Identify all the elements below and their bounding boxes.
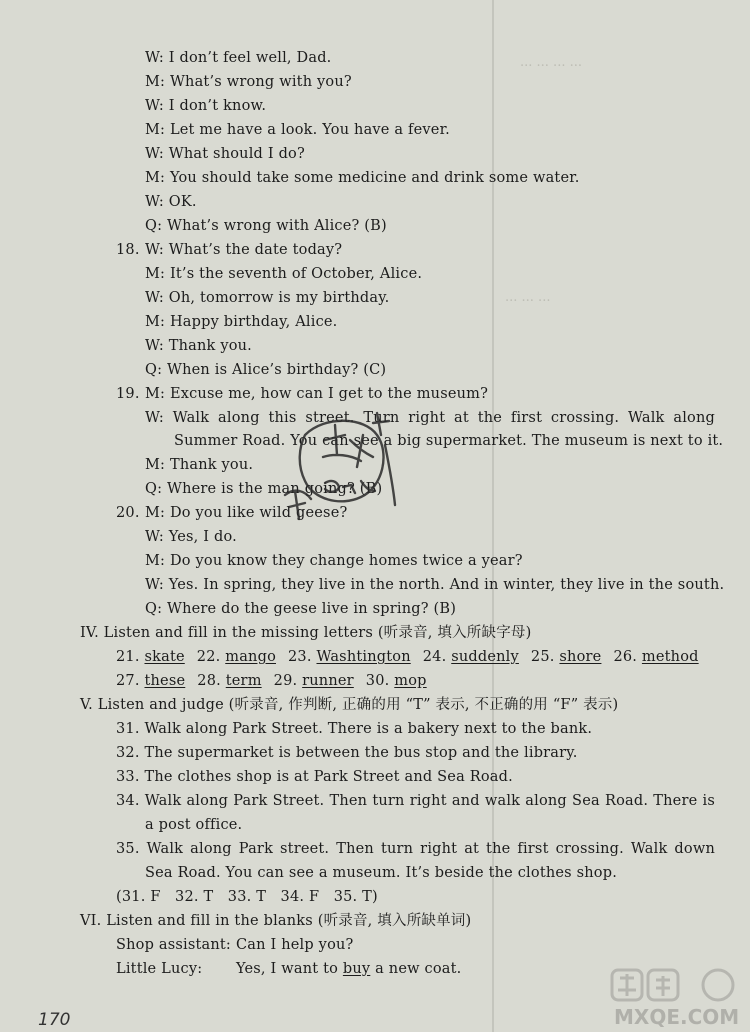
answer-number: 29. (273, 673, 298, 689)
dialogue-line: M: Excuse me, how can I get to the museum? (145, 386, 489, 402)
site-watermark-logo (608, 968, 748, 1030)
judge-statement: 33. The clothes shop is at Park Street and Sea Road. (116, 769, 513, 785)
item-number: 18. (116, 242, 140, 258)
dialogue-line-continued: Summer Road. You can see a big supermarket. The museum is next to it. (174, 433, 724, 449)
dialogue-line: M: Do you like wild geese? (145, 505, 348, 521)
judge-answers: (31. F 32. T 33. T 34. F 35. T) (116, 889, 378, 905)
dialogue-line: W: What’s the date today? (145, 242, 343, 258)
svg-text:MXQE.COM: MXQE.COM (614, 1005, 740, 1029)
answer-number: 30. (365, 673, 390, 689)
dialogue-line: W: Yes, I do. (145, 529, 237, 545)
dialogue-line: W: Oh, tomorrow is my birthday. (145, 290, 390, 306)
answer-word: mango (225, 649, 276, 665)
answer-word: Washtington (316, 649, 411, 665)
dialogue-line: Yes, I want to buy a new coat. (236, 961, 462, 977)
answer-word: suddenly (451, 649, 519, 665)
page-number: 170 (38, 1010, 71, 1030)
answer-word: runner (302, 673, 354, 689)
dialogue-speaker: Little Lucy: (116, 961, 203, 977)
judge-statement-continued: a post office. (145, 817, 243, 833)
dialogue-line: W: What should I do? (145, 146, 305, 162)
dialogue-line: W: Walk along this street. Turn right at the first crossing. Walk along (145, 410, 715, 426)
judge-statement: 34. Walk along Park Street. Then turn right and walk along Sea Road. There is (116, 793, 715, 809)
blank-answer: buy (342, 961, 371, 977)
dialogue-line: Can I help you? (236, 937, 354, 953)
question-line: Q: Where do the geese live in spring? (B) (145, 601, 457, 617)
section-heading-iv: IV. Listen and fill in the missing letters (听录音, 填入所缺字母) (80, 625, 532, 641)
judge-statement: 35. Walk along Park street. Then turn right at the first crossing. Walk down (116, 841, 715, 857)
judge-statement: 31. Walk along Park Street. There is a bakery next to the bank. (116, 721, 593, 737)
dialogue-line: M: You should take some medicine and drink some water. (145, 170, 580, 186)
section-heading-vi: VI. Listen and fill in the blanks (听录音, 填入所缺单词) (80, 913, 472, 929)
question-line: Q: When is Alice’s birthday? (C) (145, 362, 387, 378)
answer-number: 24. (422, 649, 447, 665)
answer-number: 22. (196, 649, 221, 665)
fill-answers-row-2 (116, 671, 427, 691)
answer-number: 27. (116, 673, 140, 689)
answer-word: mop (394, 673, 427, 689)
answer-number: 28. (197, 673, 221, 689)
dialogue-line: W: I don’t know. (145, 98, 267, 114)
judge-statement-continued: Sea Road. You can see a museum. It’s beside the clothes shop. (145, 865, 618, 881)
question-line: Q: Where is the man going? (B) (145, 481, 383, 497)
answer-word: shore (559, 649, 602, 665)
answer-word: term (225, 673, 262, 689)
question-line: Q: What’s wrong with Alice? (B) (145, 218, 387, 234)
answer-number: 26. (613, 649, 638, 665)
bleed-through-text: ... ... ... (505, 290, 551, 305)
dialogue-line: M: It’s the seventh of October, Alice. (145, 266, 423, 282)
judge-statement: 32. The supermarket is between the bus stop and the library. (116, 745, 578, 761)
answer-number: 21. (116, 649, 140, 665)
bleed-through-text: ... ... ... ... (520, 55, 582, 70)
dialogue-line: M: What’s wrong with you? (145, 74, 352, 90)
section-heading-v: V. Listen and judge (听录音, 作判断, 正确的用 “T” 表示, 不正确的用 “F” 表示) (80, 697, 619, 713)
dialogue-line: W: OK. (145, 194, 197, 210)
answer-word: these (144, 673, 186, 689)
item-number: 19. (116, 386, 140, 402)
dialogue-line: M: Let me have a look. You have a fever. (145, 122, 450, 138)
fill-answers-row-1 (116, 647, 699, 667)
dialogue-line: W: Yes. In spring, they live in the north. And in winter, they live in the south. (145, 577, 725, 593)
dialogue-line: W: Thank you. (145, 338, 252, 354)
dialogue-speaker: Shop assistant: (116, 937, 232, 953)
answer-word: skate (144, 649, 185, 665)
answer-number: 25. (530, 649, 555, 665)
answer-word: method (641, 649, 699, 665)
item-number: 20. (116, 505, 140, 521)
dialogue-line: M: Thank you. (145, 457, 254, 473)
dialogue-line: M: Do you know they change homes twice a year? (145, 553, 523, 569)
dialogue-line: W: I don’t feel well, Dad. (145, 50, 332, 66)
answer-number: 23. (288, 649, 312, 665)
dialogue-line: M: Happy birthday, Alice. (145, 314, 338, 330)
